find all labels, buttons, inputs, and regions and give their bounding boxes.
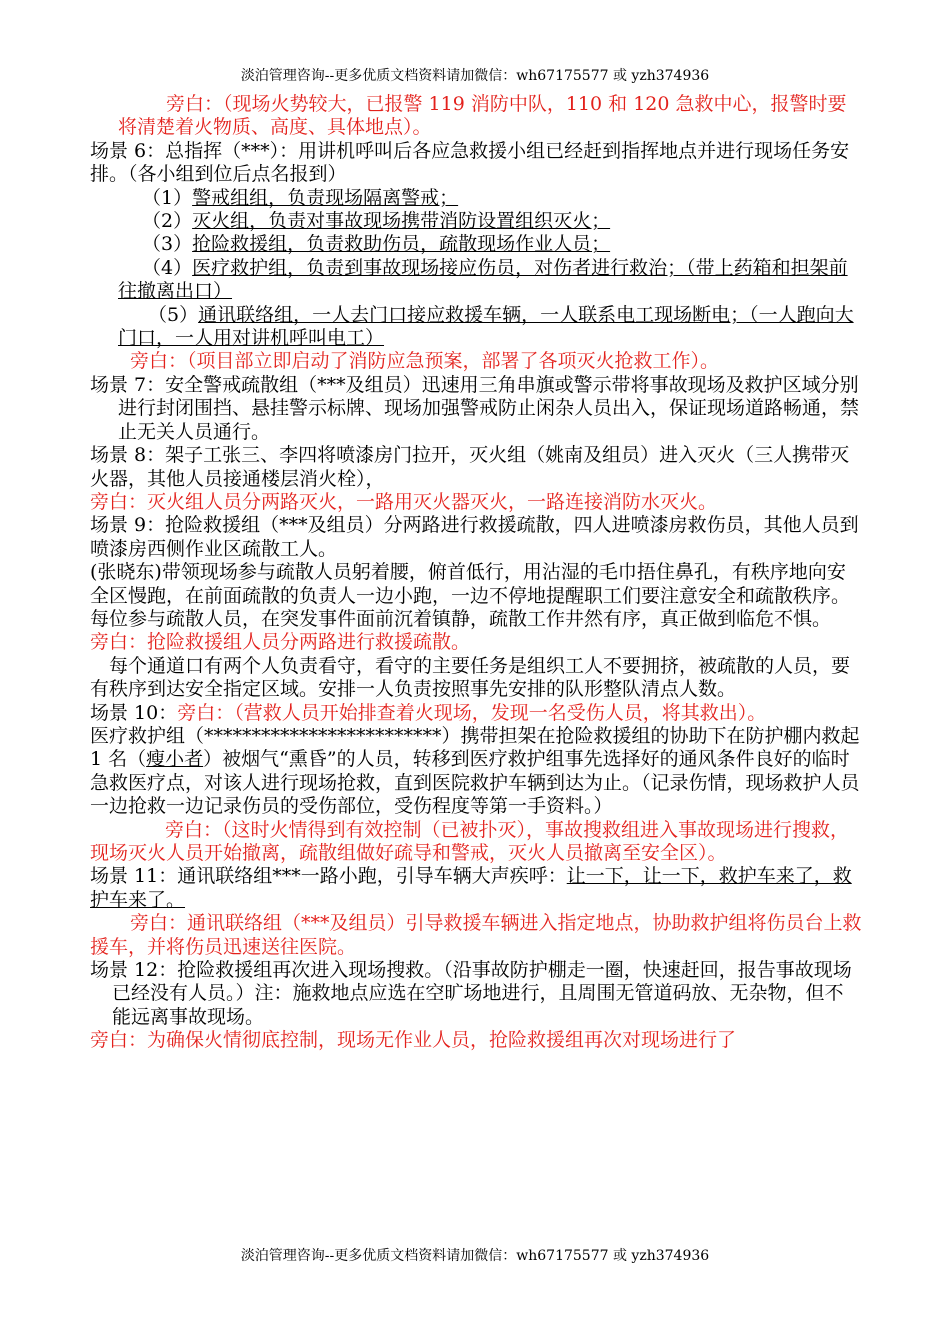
scene-10-label: 场景 10： (90, 701, 178, 724)
list-text-4: 医疗救护组，负责到事故现场接应伤员，对伤者进行救治；（带上药箱和担架前往撤离出口） (118, 256, 848, 303)
list-text-1: 警戒组组，负责现场隔离警戒； (192, 186, 459, 209)
document-body (90, 93, 862, 1053)
narration-controlled: 旁白：（这时火情得到有效控制（已被扑灭），事故搜救组进入事故现场进行搜救，现场灭火人员开始撤离，疏散组做好疏导和警戒，灭火人员撤离至安全区）。 (90, 818, 850, 864)
list-num-4: （4） (142, 256, 193, 279)
page-header: 淡泊管理咨询--更多优质文档资料请加微信：wh67175577 或 yzh374936 (240, 68, 710, 84)
medical-team-text (90, 725, 862, 819)
narration-ambulance: 旁白：通讯联络组（***及组员）引导救援车辆进入指定地点，协助救护组将伤员台上救援车，并将伤员迅速送往医院。 (90, 912, 862, 958)
scene-11 (90, 865, 862, 912)
list-text-3: 抢险救援组，负责救助伤员，疏散现场作业人员； (192, 233, 611, 256)
narration-firefight: 旁白：灭火组人员分两路灭火，一路用灭火器灭火，一路连接消防水灭火。 (90, 490, 718, 513)
list-num-5: （5） (148, 303, 199, 326)
narration-final: 旁白：为确保火情彻底控制，现场无作业人员，抢险救援组再次对现场进行了 (90, 1029, 737, 1052)
scene-6: 场景 6：总指挥（***）：用讲机呼叫后各应急救援小组已经赶到指挥地点并进行现场任务安排。（各小组到位后点名报到） (90, 139, 850, 186)
list-item-5 (90, 304, 862, 351)
medical-text-a: 医疗救护组（*************************）携带担架在抢险救援组的协助下在防护棚内救起 1 名（ (90, 724, 860, 771)
list-num-1: （1） (142, 186, 193, 209)
list-num-2: （2） (142, 210, 193, 233)
scene-9: 场景 9：抢险救援组（***及组员）分两路进行救援疏散，四人进喷漆房救伤员，其他人员到喷漆房西侧作业区疏散工人。 (90, 514, 859, 560)
scene-11-underlined: 让一下，让一下，救护车来了，救护车来了。 (90, 865, 852, 911)
list-text-5: 通讯联络组，一人去门口接应救援车辆，一人联系电工现场断电；（一人跑向大门口，一人用对讲机呼叫电工） (118, 303, 854, 350)
scene-7: 场景 7：安全警戒疏散组（***及组员）迅速用三角串旗或警示带将事故现场及救护区域分别进行封闭围挡、悬挂警示标牌、现场加强警戒防止闲杂人员出入，保证现场道路畅通，禁止无关人员通行。 (90, 373, 860, 443)
list-item-2 (90, 210, 862, 233)
list-item-4 (90, 257, 862, 304)
narration-rescue: 旁白：抢险救援组人员分两路进行救援疏散。 (90, 631, 471, 654)
list-num-3: （3） (142, 233, 193, 256)
list-text-2: 灭火组，负责对事故现场携带消防设置组织灭火； (192, 210, 611, 233)
scene-12: 场景 12：抢险救援组再次进入现场搜救。（沿事故防护棚走一圈，快速赶回，报告事故现场已经没有人员。）注：施救地点应选在空旷场地进行，且周围无管道码放、无杂物，但不能远离事故现场。 (90, 959, 852, 1028)
narration-alarm: 旁白：（现场火势较大，已报警 119 消防中队，110 和 120 急救中心，报警时要将清楚着火物质、高度、具体地点）。 (118, 93, 847, 139)
list-item-3 (90, 233, 862, 256)
narration-plan: 旁白：（项目部立即启动了消防应急预案，部署了各项灭火抢救工作）。 (130, 350, 720, 373)
scene-11-text: 场景 11：通讯联络组***一路小跑，引导车辆大声疾呼： (90, 865, 567, 888)
medical-text-b: ）被烟气“熏昏”的人员，转移到医疗救护组事先选择好的通风条件良好的临时急救医疗点，对该人进行现场抢救，直到医院救护车辆到达为止。（记录伤情，现场救护人员一边抢救一边记录伤员的受伤部位，受伤程度等第一手资料。） (90, 748, 860, 818)
scene-8: 场景 8：架子工张三、李四将喷漆房门拉开，灭火组（姚南及组员）进入灭火（三人携带灭火器，其他人员接通楼层消火栓）， (90, 444, 850, 490)
medical-text-underlined: 瘦小者 (146, 748, 204, 771)
scene-10-narration: 旁白：（营救人员开始排查着火现场，发现一名受伤人员，将其救出）。 (177, 701, 767, 724)
page-footer: 淡泊管理咨询--更多优质文档资料请加微信：wh67175577 或 yzh374936 (240, 1248, 710, 1264)
evacuation-text: (张晓东)带领现场参与疏散人员躬着腰，俯首低行，用沾湿的毛巾捂住鼻孔，有秩序地向安全区慢跑，在前面疏散的负责人一边小跑，一边不停地提醒职工们要注意安全和疏散秩序。每位参与疏散人员，在突发事件面前沉着镇静，疏散工作井然有序，真正做到临危不惧。 (90, 561, 851, 630)
list-item-1 (90, 187, 862, 210)
scene-10 (90, 702, 862, 725)
passage-guard-text: 每个通道口有两个人负责看守，看守的主要任务是组织工人不要拥挤，被疏散的人员，要有秩序到达安全指定区域。安排一人负责按照事先安排的队形整队清点人数。 (90, 654, 851, 701)
